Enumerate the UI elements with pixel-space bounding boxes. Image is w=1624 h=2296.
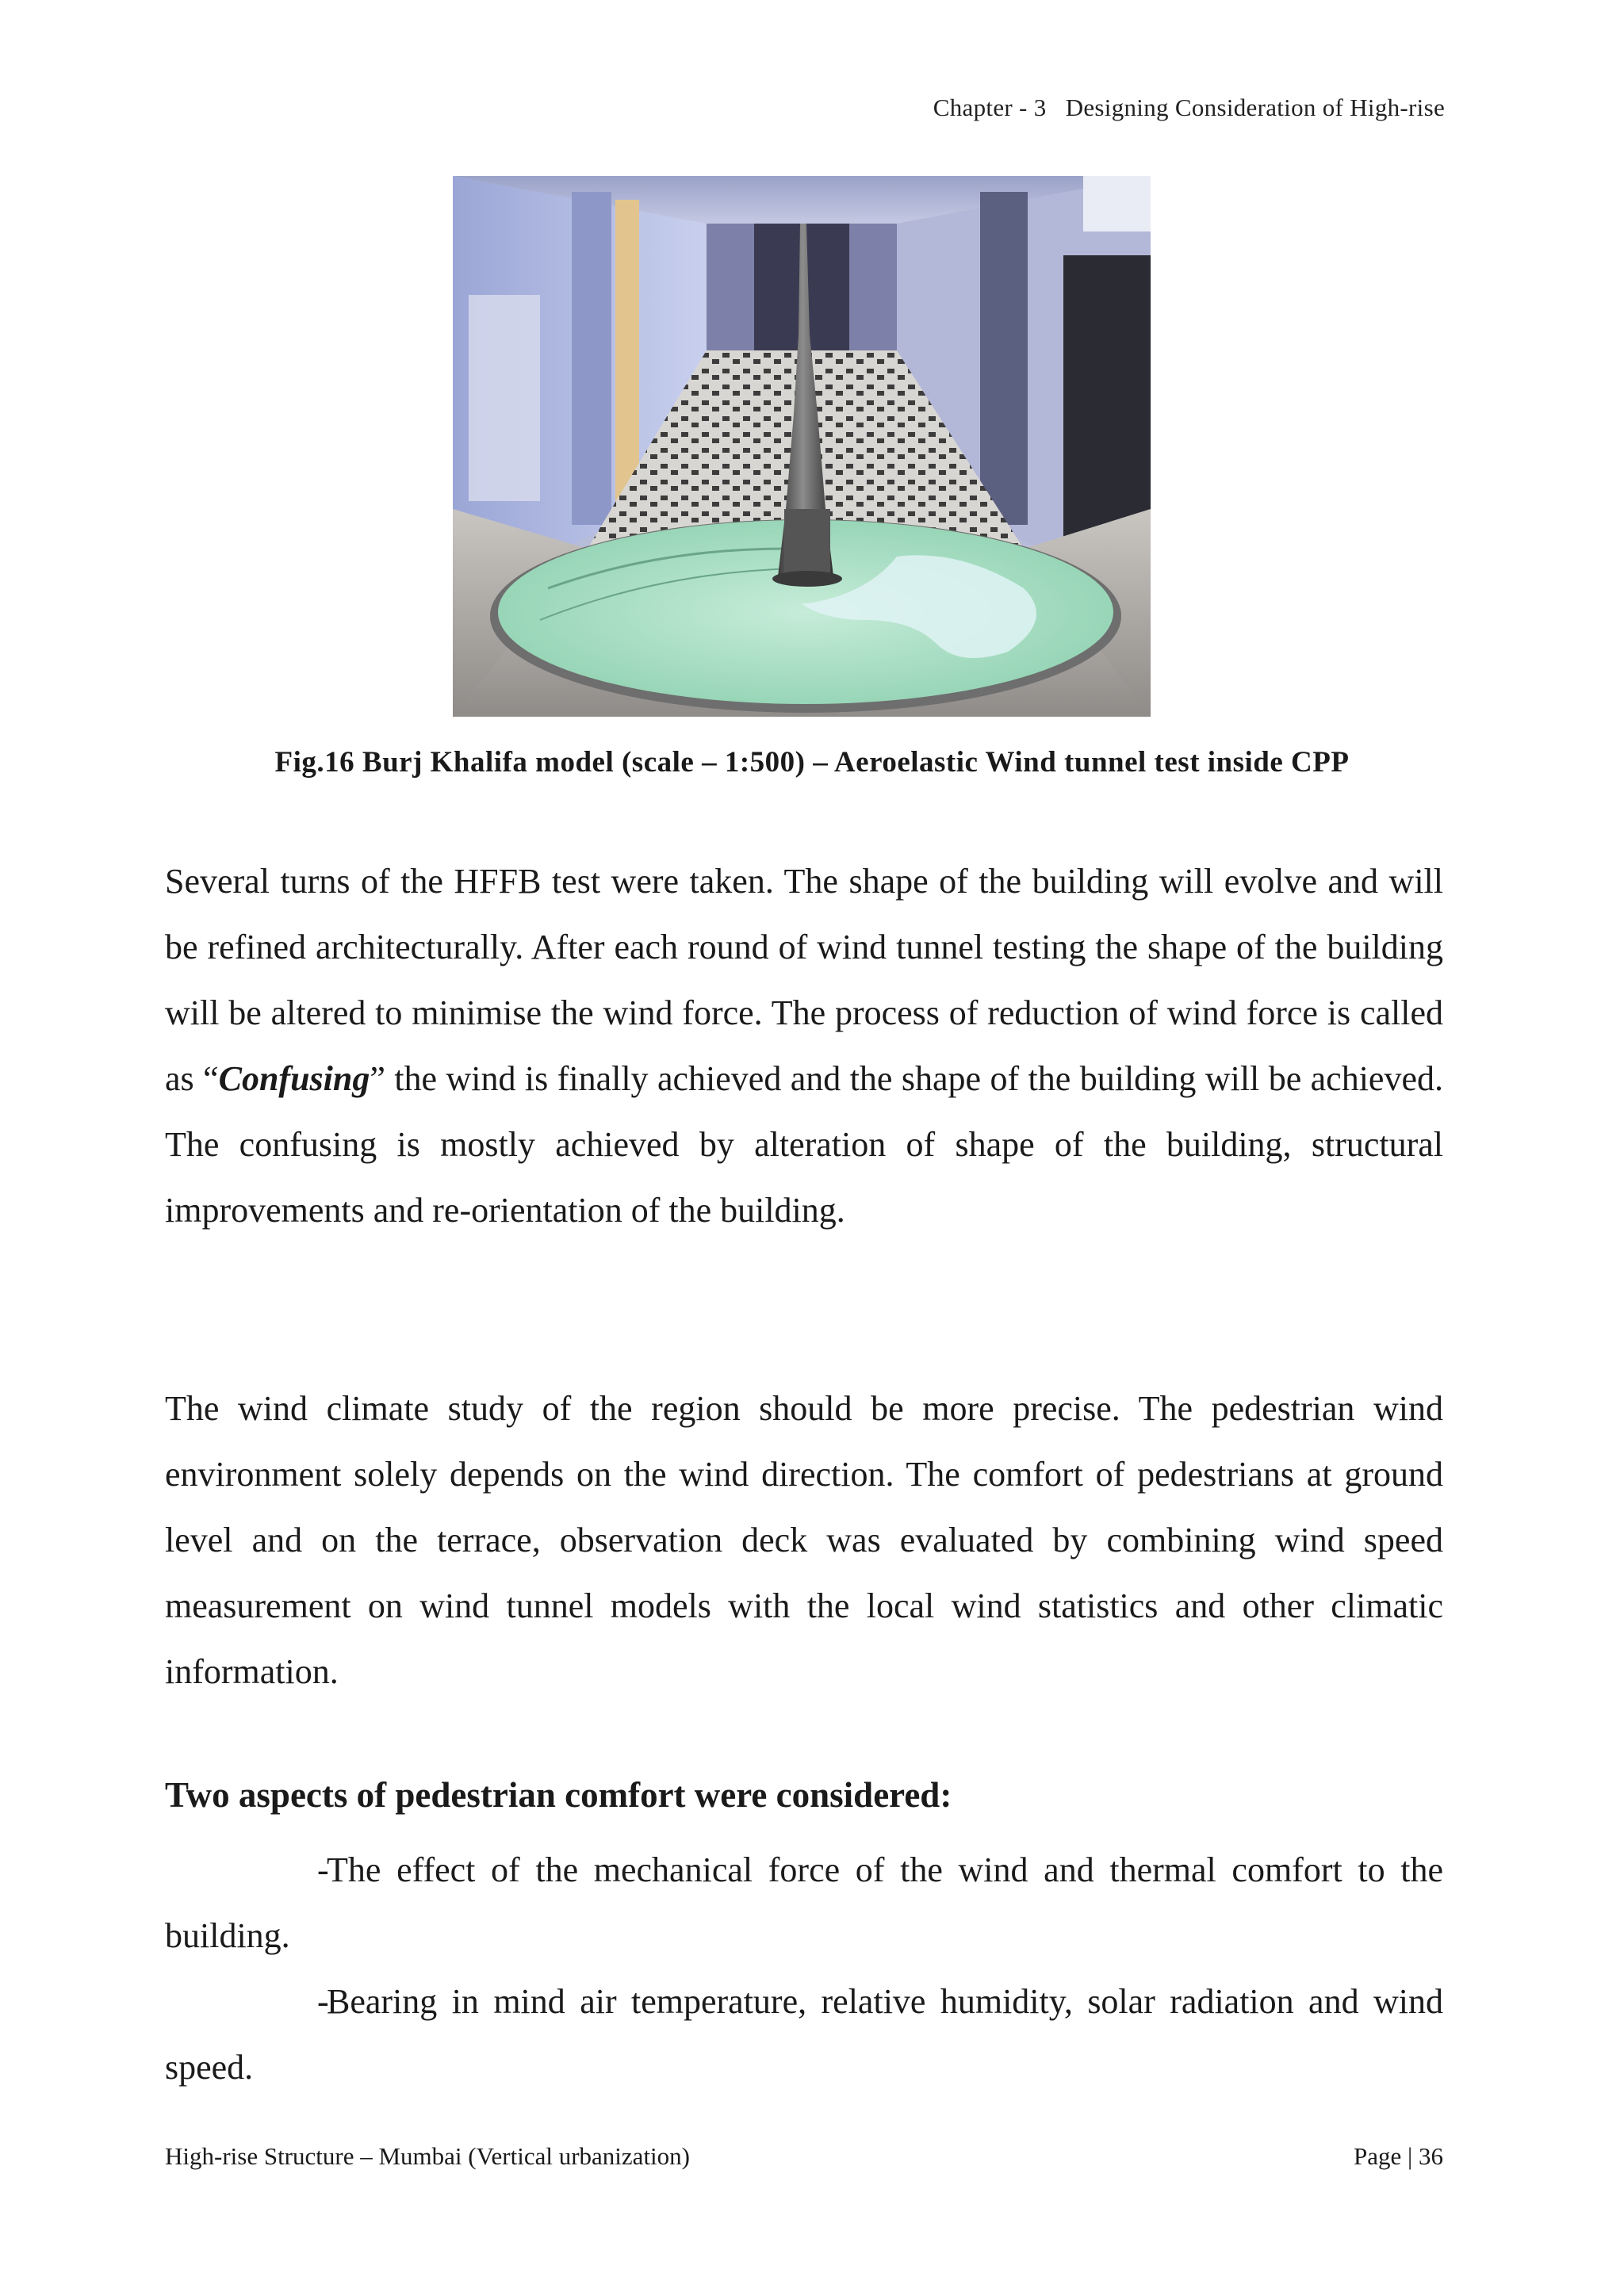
body-paragraph-1 [165, 848, 1443, 1243]
bullet-marker: - [317, 1850, 329, 1889]
bullet-text: Bearing in mind air temperature, relative humidity, solar radiation and wind speed. [165, 1982, 1443, 2087]
page-number: Page | 36 [1354, 2142, 1443, 2170]
bullet-text: The effect of the mechanical force of the wind and thermal comfort to the building. [165, 1850, 1443, 1955]
paragraph-1-text-b: ” the wind is finally achieved and the shape of the building will be achieved. The confusing is mostly achieved by alteration of shape of the building, structural improvements and re-orientation of the building. [165, 1059, 1443, 1230]
footer-title: High-rise Structure – Mumbai (Vertical urbanization) [165, 2142, 690, 2170]
body-paragraph-2: The wind climate study of the region should be more precise. The pedestrian wind environment solely depends on the wind direction. The comfort of pedestrians at ground level and on the terrace, observation deck was evaluated by combining wind speed measurement on wind tunnel models with the local wind statistics and other climatic information. [165, 1389, 1443, 1691]
paragraph-1-text-a: Several turns of the HFFB test were taken. The shape of the building will evolve and will be refined architecturally. After each round of wind tunnel testing the shape of the building will be altered to minimise the wind force. The process of reduction of wind force is called as “ [165, 862, 1443, 1098]
header-chapter: Chapter - 3 [933, 94, 1047, 121]
figure-caption: Fig.16 Burj Khalifa model (scale – 1:500) – Aeroelastic Wind tunnel test inside CPP [274, 746, 1350, 779]
bullet-marker: - [317, 1982, 329, 2021]
running-header [933, 94, 1445, 122]
confusing-emphasis: Confusing [218, 1059, 370, 1098]
burj-khalifa-wind-tunnel-photo [453, 176, 1151, 717]
header-title: Designing Consideration of High-rise [1065, 94, 1445, 121]
section-heading: Two aspects of pedestrian comfort were considered: [165, 1775, 952, 1815]
list-item [165, 1837, 1443, 1969]
list-item [165, 1969, 1443, 2100]
